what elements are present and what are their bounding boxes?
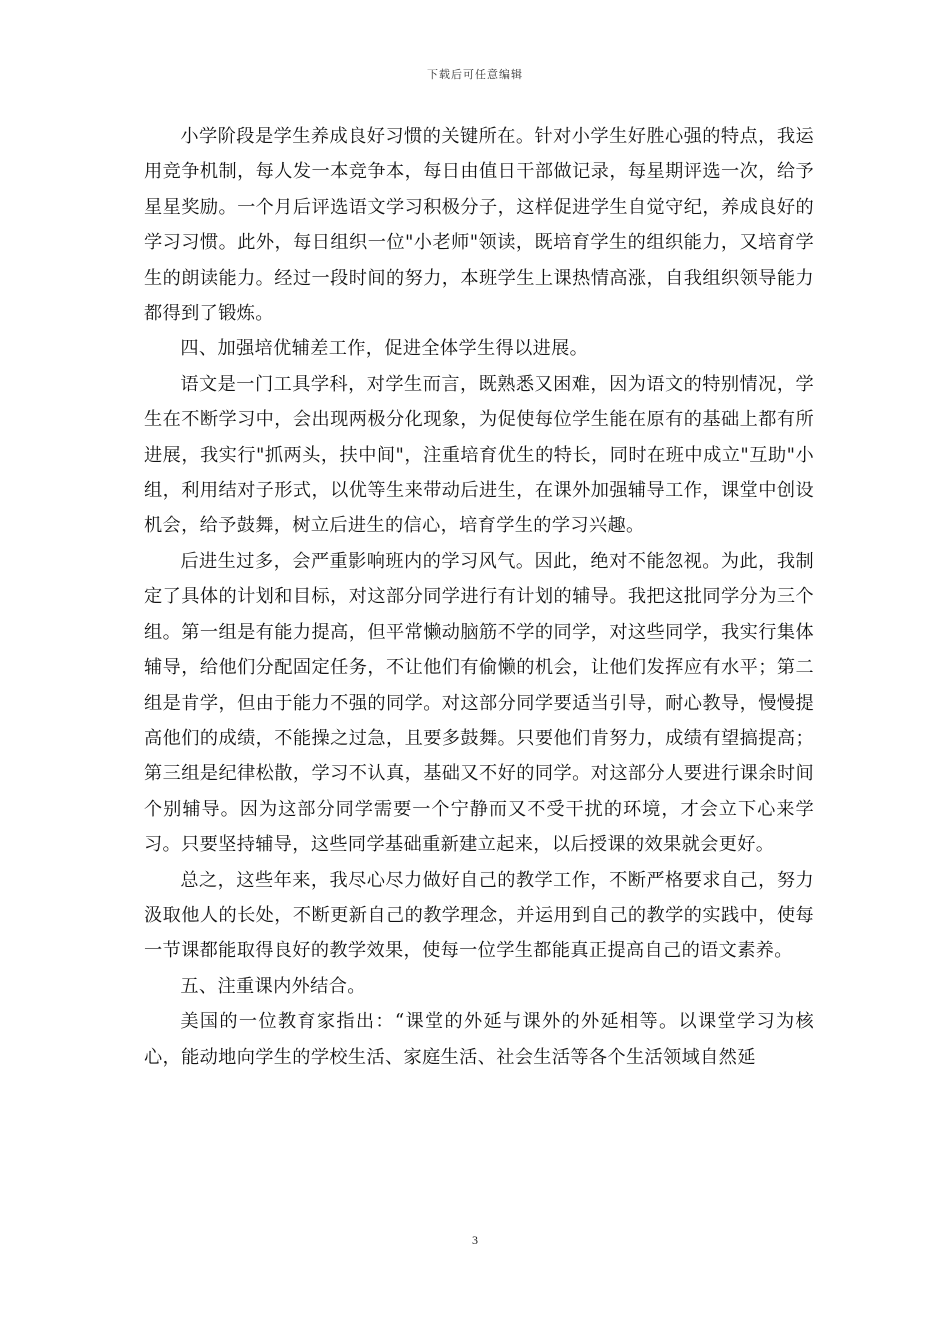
section-heading-4: 四、加强培优辅差工作，促进全体学生得以进展。 — [180, 338, 589, 360]
paragraph-chinese-subject: 语文是一门工具学科，对学生而言，既熟悉又困难，因为语文的特别情况，学生在不断学习中，会出现两极分化现象，为促使每位学生能在原有的基础上都有所进展，我实行"抓两头，扶中间"，注重培育优生的特长，同时在班中成立"互助"小组，利用结对子形式，以优等生来带动后进生，在课外加强辅导工作，课堂中创设机会，给予鼓舞，树立后进生的信心，培育学生的学习兴趣。 — [144, 373, 814, 537]
paragraph-habits: 小学阶段是学生养成良好习惯的关键所在。针对小学生好胜心强的特点，我运用竞争机制，每人发一本竞争本，每日由值日干部做记录，每星期评选一次，给予星星奖励。一个月后评选语文学习积极分子，这样促进学生自觉守纪，养成良好的学习习惯。此外，每日组织一位"小老师"领读，既培育学生的组织能力，又培育学生的朗读能力。经过一段时间的努力，本班学生上课热情高涨，自我组织领导能力都得到了锻炼。 — [144, 126, 814, 325]
document-body — [144, 119, 814, 1075]
paragraph-educator-quote: 美国的一位教育家指出：“课堂的外延与课外的外延相等。以课堂学习为核心，能动地向学生的学校生活、家庭生活、社会生活等各个生活领域自然延 — [144, 1011, 814, 1068]
page-header: 下载后可任意编辑 — [427, 68, 523, 81]
section-heading-5: 五、注重课内外结合。 — [180, 975, 366, 997]
paragraph-summary: 总之，这些年来，我尽心尽力做好自己的教学工作，不断严格要求自己，努力汲取他人的长处，不断更新自己的教学理念，并运用到自己的教学的实践中，使每一节课都能取得良好的教学效果，使每一位学生都能真正提高自己的语文素养。 — [144, 869, 814, 962]
page-number: 3 — [472, 1233, 478, 1247]
paragraph-struggling-students: 后进生过多，会严重影响班内的学习风气。因此，绝对不能忽视。为此，我制定了具体的计划和目标，对这部分同学进行有计划的辅导。我把这批同学分为三个组。第一组是有能力提高，但平常懒动脑筋不学的同学，对这些同学，我实行集体辅导，给他们分配固定任务，不让他们有偷懒的机会，让他们发挥应有水平；第二组是肯学，但由于能力不强的同学。对这部分同学要适当引导，耐心教导，慢慢提高他们的成绩，不能操之过急，且要多鼓舞。只要他们肯努力，成绩有望搞提高；第三组是纪律松散，学习不认真，基础又不好的同学。对这部分人要进行课余时间个别辅导。因为这部分同学需要一个宁静而又不受干扰的环境，才会立下心来学习。只要坚持辅导，这些同学基础重新建立起来，以后授课的效果就会更好。 — [144, 550, 814, 856]
